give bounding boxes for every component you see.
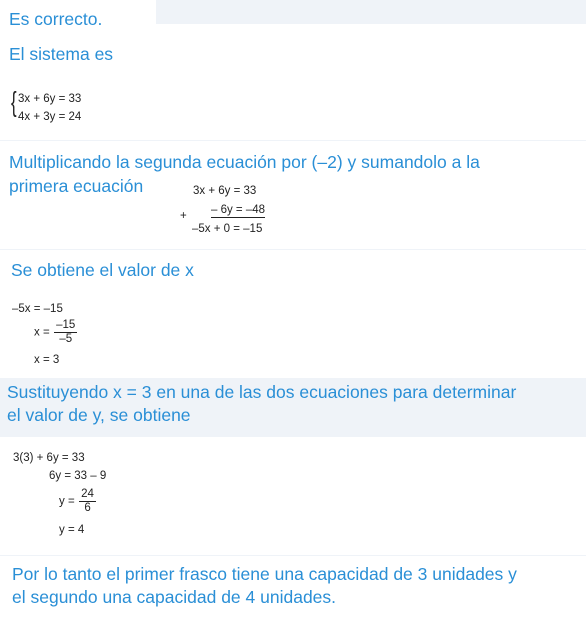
conclusion-text-line2: el segundo una capacidad de 4 unidades. (12, 587, 337, 607)
system-eq2: 4x + 3y = 24 (18, 111, 82, 123)
correct-text: Es correcto. (9, 9, 103, 29)
multiply-text-line2: primera ecuación (9, 176, 144, 196)
brace-symbol: { (11, 86, 17, 117)
addition-row2: – 6y = –48 (211, 204, 266, 216)
solve-x-step3: x = 3 (34, 354, 60, 366)
subst-text-line1: Sustituyendo x = 3 en una de las dos ecuaciones para determinar (7, 382, 517, 402)
solve-x-lhs: x = (34, 326, 50, 339)
solve-y-fraction (79, 488, 96, 515)
addition-row1: 3x + 6y = 33 (193, 185, 257, 197)
addition-row3: –5x + 0 = –15 (192, 223, 263, 235)
equation-system (11, 86, 121, 124)
solve-y-step2: 6y = 33 – 9 (49, 470, 107, 482)
system-intro-text: El sistema es (9, 44, 114, 64)
solve-y-numerator: 24 (81, 488, 94, 500)
solve-x-denominator: –5 (59, 333, 73, 345)
solve-y-denominator: 6 (84, 502, 91, 514)
solve-y-lhs: y = (59, 495, 75, 508)
conclusion-text-line1: Por lo tanto el primer frasco tiene una capacidad de 3 unidades y (12, 564, 517, 584)
solve-x-step2 (34, 319, 77, 346)
obtain-x-text: Se obtiene el valor de x (11, 260, 194, 280)
subst-text-line2: el valor de y, se obtiene (7, 405, 191, 425)
addition-plus: + (180, 210, 187, 222)
addition-block (180, 184, 290, 240)
solve-y-step4: y = 4 (59, 524, 85, 536)
solve-x-fraction (54, 319, 77, 346)
solve-x-numerator: –15 (56, 319, 76, 331)
system-eq1: 3x + 6y = 33 (18, 93, 82, 105)
multiply-text-line1: Multiplicando la segunda ecuación por (–2) y sumandolo a la (9, 152, 480, 172)
solve-y-step1: 3(3) + 6y = 33 (13, 452, 85, 464)
solve-y-step3 (59, 488, 96, 515)
solve-x-step1: –5x = –15 (12, 303, 63, 315)
